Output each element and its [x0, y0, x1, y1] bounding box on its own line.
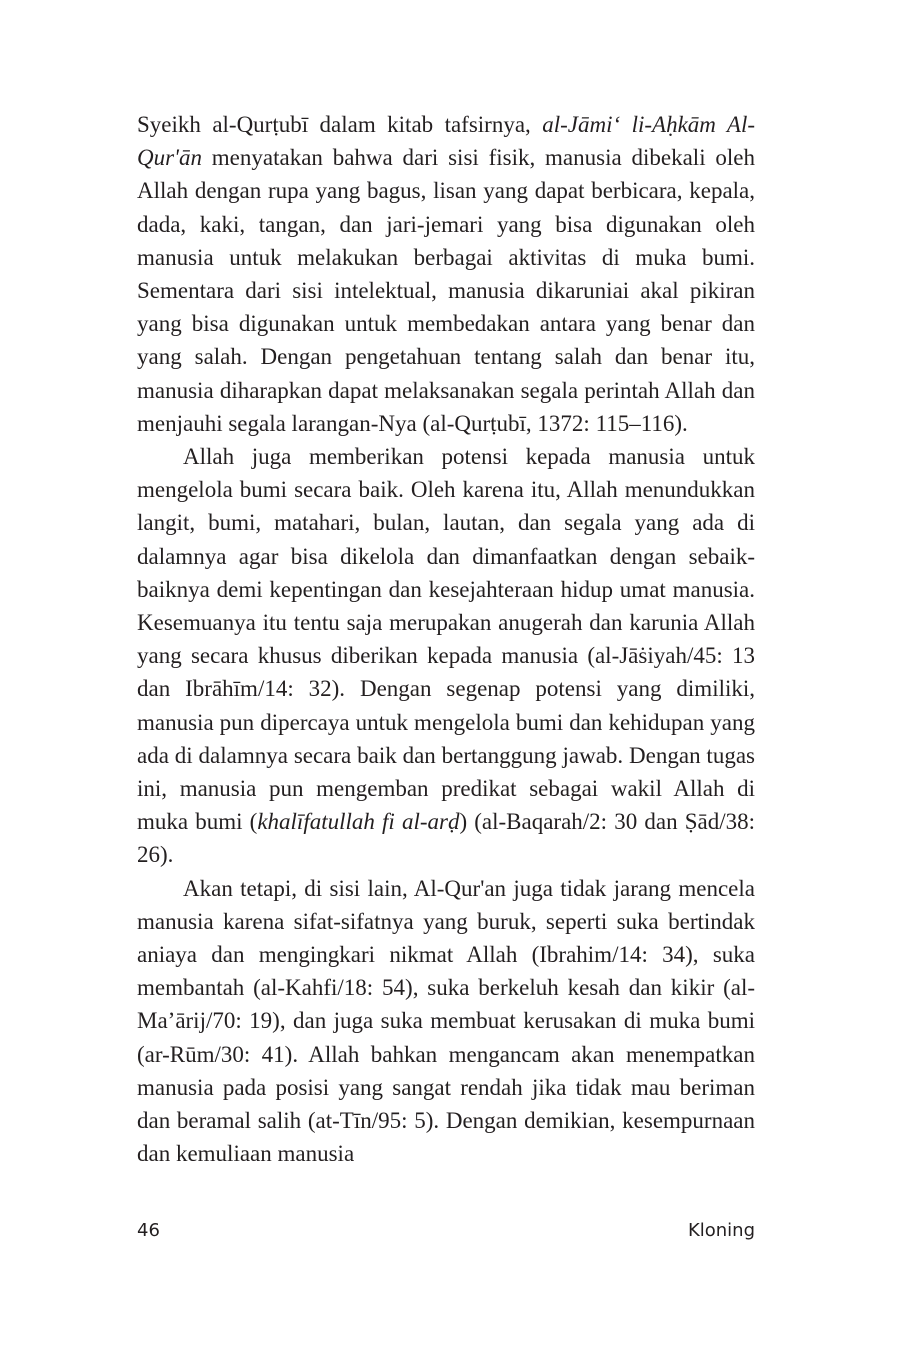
page-footer — [137, 1220, 755, 1248]
paragraph-1 — [137, 108, 755, 440]
paragraph-2-text-b: ) (al-Baqarah/2: 30 dan Ṣād/38: 26). — [137, 809, 755, 868]
paragraph-1-text-b: menyatakan bahwa dari sisi fisik, manusia dibekali oleh Allah dengan rupa yang bagus, lisan yang dapat berbicara, kepala, dada, kaki, tangan, dan jari-jemari yang bisa digunakan oleh manusia untuk melakukan berbagai aktivitas di muka bumi. Sementara dari sisi intelektual, manusia dikaruniai akal pikiran yang bisa digunakan untuk membedakan antara yang benar dan yang salah. Dengan pengetahuan tentang salah dan benar itu, manusia diharapkan dapat melaksanakan segala perintah Allah dan menjauhi segala larangan-Nya (al-Qurṭubī, 1372: 115–116). — [137, 145, 755, 436]
paragraph-3: Akan tetapi, di sisi lain, Al-Qur'an juga tidak jarang mencela manusia karena sifat-sifatnya yang buruk, seperti suka bertindak aniaya dan mengingkari nikmat Allah (Ibrahim/14: 34), suka membantah (al-Kahfi/18: 54), suka berkeluh kesah dan kikir (al-Ma’ārij/70: 19), dan juga suka membuat kerusakan di muka bumi (ar-Rūm/30: 41). Allah bahkan mengancam akan menempatkan manusia pada posisi yang sangat rendah jika tidak mau beriman dan beramal salih (at-Tīn/95: 5). Dengan demikian, kesempurnaan dan kemuliaan manusia — [137, 875, 755, 1167]
book-title-italic: al-Jāmi‘ li-Aḥkām Al-Qur'ān — [137, 112, 755, 171]
paragraph-1-text-a: Syeikh al-Qurṭubī dalam kitab tafsirnya, — [137, 112, 543, 137]
arabic-term-italic: khalīfatullah fi al-arḍ — [257, 809, 460, 835]
page-number: 46 — [137, 1220, 160, 1241]
running-title: Kloning — [687, 1220, 755, 1241]
paragraph-2 — [137, 440, 755, 872]
paragraph-2-text-a: Allah juga memberikan potensi kepada manusia untuk mengelola bumi secara baik. Oleh karena itu, Allah menundukkan langit, bumi, matahari, bulan, lautan, dan segala yang ada di dalamnya agar bisa dikelola dan dimanfaatkan dengan sebaik-baiknya demi kepentingan dan kesejahteraan hidup umat manusia. Kesemuanya itu tentu saja merupakan anugerah dan karunia Allah yang secara khusus diberikan kepada manusia (al-Jāṡiyah/45: 13 dan Ibrāhīm/14: 32). Dengan segenap potensi yang dimiliki, manusia pun dipercaya untuk mengelola bumi dan kehidupan yang ada di dalamnya secara baik dan bertanggung jawab. Dengan tugas ini, manusia pun mengemban predikat sebagai wakil Allah di muka bumi ( — [137, 444, 755, 835]
page-body — [137, 108, 755, 1171]
